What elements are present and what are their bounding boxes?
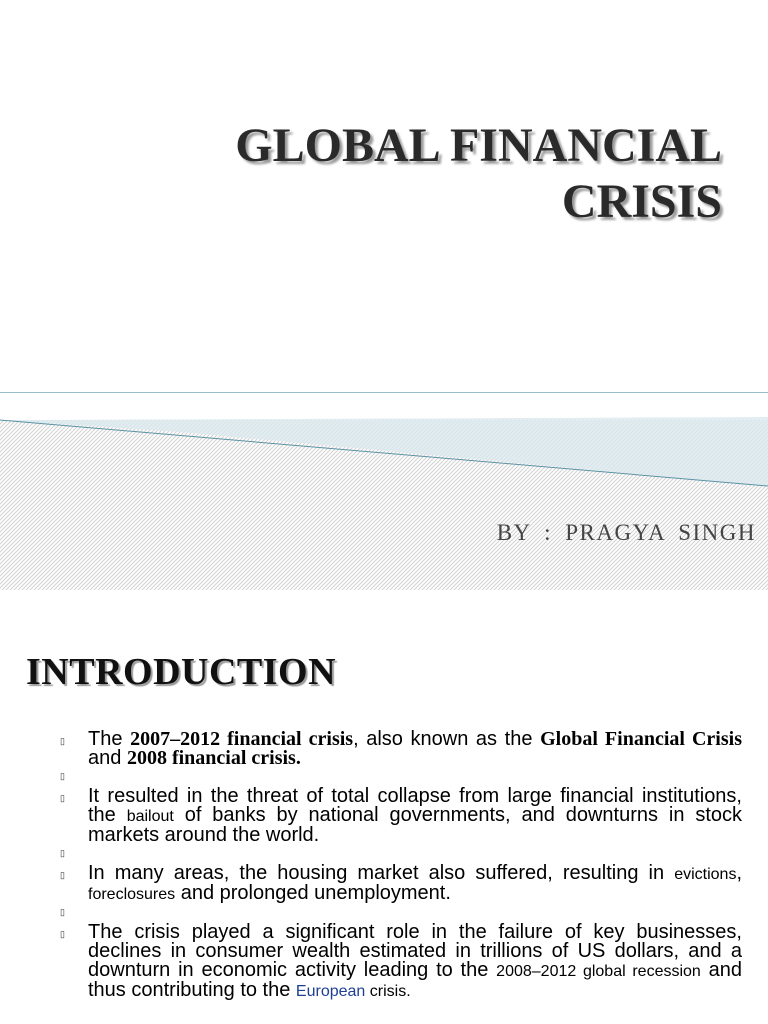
bullet-icon: ▯	[60, 771, 65, 781]
bullet-icon: ▯	[60, 848, 65, 858]
bullet-icon: ▯	[60, 736, 65, 746]
bullet-term: foreclosures	[88, 886, 176, 903]
bullet-item	[60, 787, 742, 845]
bullet-icon: ▯	[60, 929, 65, 939]
bullet-text: The crisis played a significant role in the failure of key businesses, declines in consumer wealth estimated in trillions of US dollars, and a downturn in economic activity leading to the	[88, 921, 742, 981]
bullet-text: , also known as the	[353, 728, 541, 750]
bullet-icon: ▯	[60, 870, 65, 880]
bullet-term: bailout	[126, 808, 174, 825]
bullet-emphasis: 2007–2012 financial crisis	[130, 728, 354, 750]
bullet-text: The	[88, 728, 131, 750]
decorative-hatch-band	[0, 392, 768, 590]
bullet-emphasis: 2008 financial crisis.	[126, 747, 301, 769]
introduction-slide	[0, 590, 768, 1024]
european-link[interactable]: European	[295, 983, 366, 1000]
bullet-text: In many areas, the housing market also suffered, resulting in	[88, 862, 675, 884]
bullet-item	[60, 923, 742, 1001]
bullet-item	[60, 864, 742, 904]
bullet-text: and thus contributing to the	[88, 959, 742, 1001]
bullet-list	[60, 730, 742, 1001]
bullet-term: 2008–2012 global recession	[496, 963, 701, 980]
bullet-text: and	[88, 747, 127, 769]
bullet-emphasis: Global Financial Crisis	[540, 728, 742, 750]
bullet-item	[60, 730, 742, 768]
title-line-2: CRISIS	[561, 175, 722, 228]
bullet-icon: ▯	[60, 907, 65, 917]
section-heading: INTRODUCTION	[26, 651, 337, 693]
title-line-1: GLOBAL FINANCIAL	[235, 119, 722, 172]
bullet-icon: ▯	[60, 793, 65, 803]
bullet-text: ,	[736, 862, 742, 884]
bullet-text: crisis.	[365, 983, 411, 1000]
bullet-text: and prolonged unemployment.	[175, 882, 451, 904]
author-byline: BY : PRAGYA SINGH	[496, 520, 756, 545]
bullet-text: of banks by national governments, and downturns in stock markets around the world.	[88, 804, 743, 846]
bullet-text: It resulted in the threat of total collapse from large financial institutions, the	[88, 785, 742, 826]
slide-title	[235, 118, 722, 230]
bullet-term: evictions	[674, 866, 737, 883]
